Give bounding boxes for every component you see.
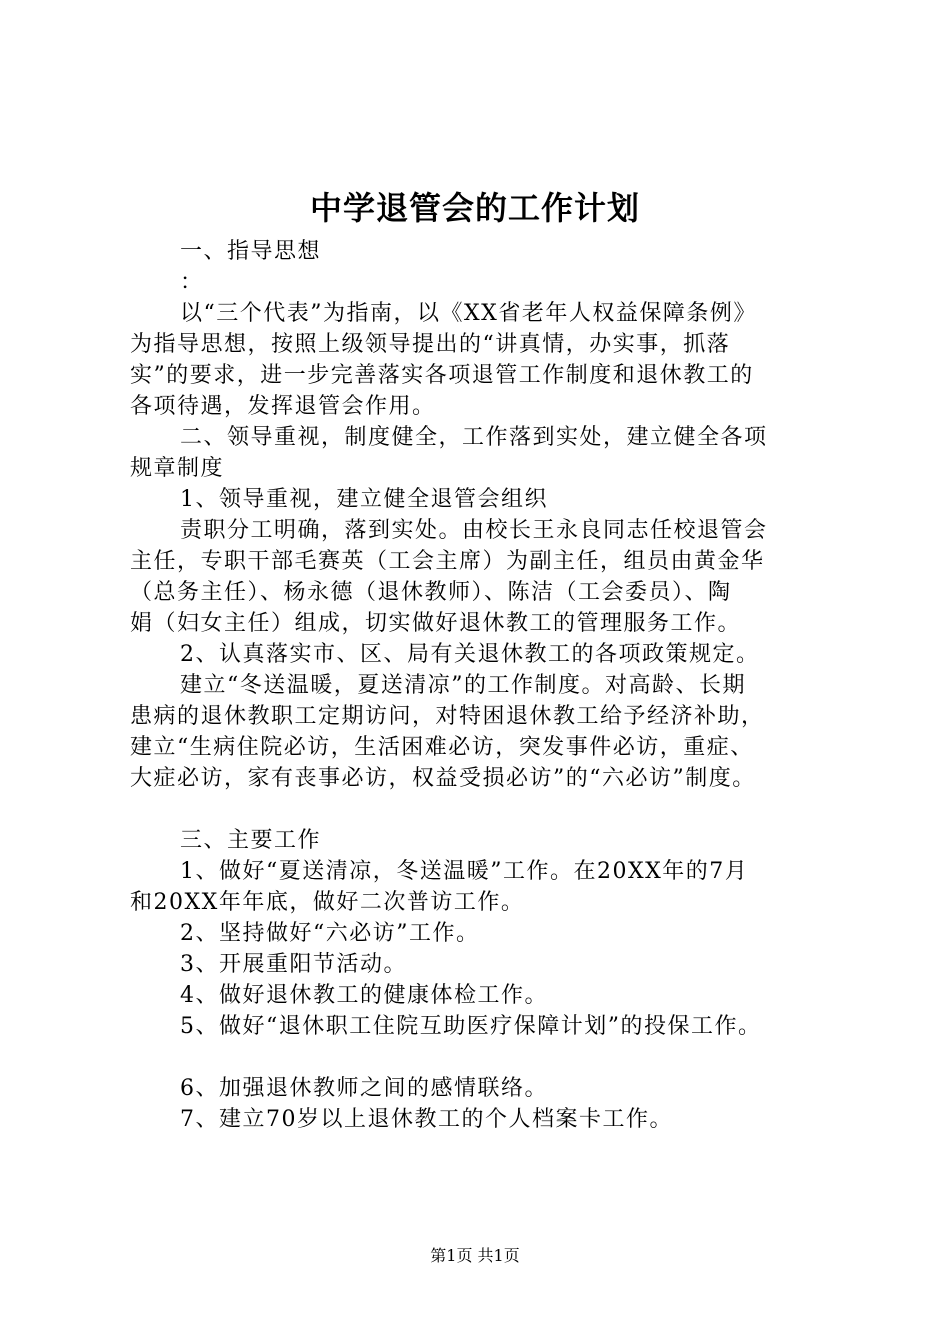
text-line: 规章制度 xyxy=(130,456,225,481)
text-line: 建立“冬送温暖，夏送清凉”的工作制度。对高龄、长期 xyxy=(180,673,746,698)
blank-line xyxy=(130,794,850,825)
text-line: 为指导思想，按照上级领导提出的“讲真情，办实事，抓落 xyxy=(130,332,731,357)
section-heading-3: 三、主要工作 xyxy=(180,828,322,853)
blank-line xyxy=(130,1042,850,1073)
text-line: 和20XX年年底，做好二次普访工作。 xyxy=(130,890,525,915)
list-item: 4、做好退休教工的健康体检工作。 xyxy=(180,983,548,1008)
document-title: 中学退管会的工作计划 xyxy=(309,189,640,227)
list-item: 2、坚持做好“六必访”工作。 xyxy=(180,921,480,946)
page-footer: 第1页 共1页 xyxy=(430,1246,520,1265)
text-line: 大症必访，家有丧事必访，权益受损必访”的“六必访”制度。 xyxy=(130,766,756,791)
list-item: 6、加强退休教师之间的感情联络。 xyxy=(180,1076,548,1101)
text-line: 以“三个代表”为指南，以《XX省老年人权益保障条例》 xyxy=(180,301,757,326)
text-line: （总务主任）、杨永德（退休教师）、陈洁（工会委员）、陶 xyxy=(130,580,732,605)
section-heading-2: 二、领导重视，制度健全，工作落到实处，建立健全各项 xyxy=(180,425,768,450)
text-line: 娟（妇女主任）组成，切实做好退休教工的管理服务工作。 xyxy=(130,611,742,636)
list-item: 5、做好“退休职工住院互助医疗保障计划”的投保工作。 xyxy=(180,1014,762,1039)
section-heading-1: 一、指导思想 xyxy=(180,239,322,264)
text-line: 主任，专职干部毛赛英（工会主席）为副主任，组员由黄金华 xyxy=(130,549,765,574)
list-item: 1、做好“夏送清凉，冬送温暖”工作。在20XX年的7月 xyxy=(180,859,749,884)
list-item: 7、建立70岁以上退休教工的个人档案卡工作。 xyxy=(180,1107,673,1132)
text-line: 建立“生病住院必访，生活困难必访，突发事件必访，重症、 xyxy=(130,735,754,760)
text-line: ： xyxy=(180,270,204,295)
text-line: 各项待遇，发挥退管会作用。 xyxy=(130,394,436,419)
text-line: 责职分工明确，落到实处。由校长王永良同志任校退管会 xyxy=(180,518,768,543)
subheading: 2、认真落实市、区、局有关退休教工的各项政策规定。 xyxy=(180,642,760,667)
list-item: 3、开展重阳节活动。 xyxy=(180,952,407,977)
text-line: 患病的退休教职工定期访问，对特困退休教工给予经济补助， xyxy=(130,704,765,729)
document-body xyxy=(130,236,850,1135)
text-line: 实”的要求，进一步完善落实各项退管工作制度和退休教工的 xyxy=(130,363,754,388)
subheading: 1、领导重视，建立健全退管会组织 xyxy=(180,487,548,512)
